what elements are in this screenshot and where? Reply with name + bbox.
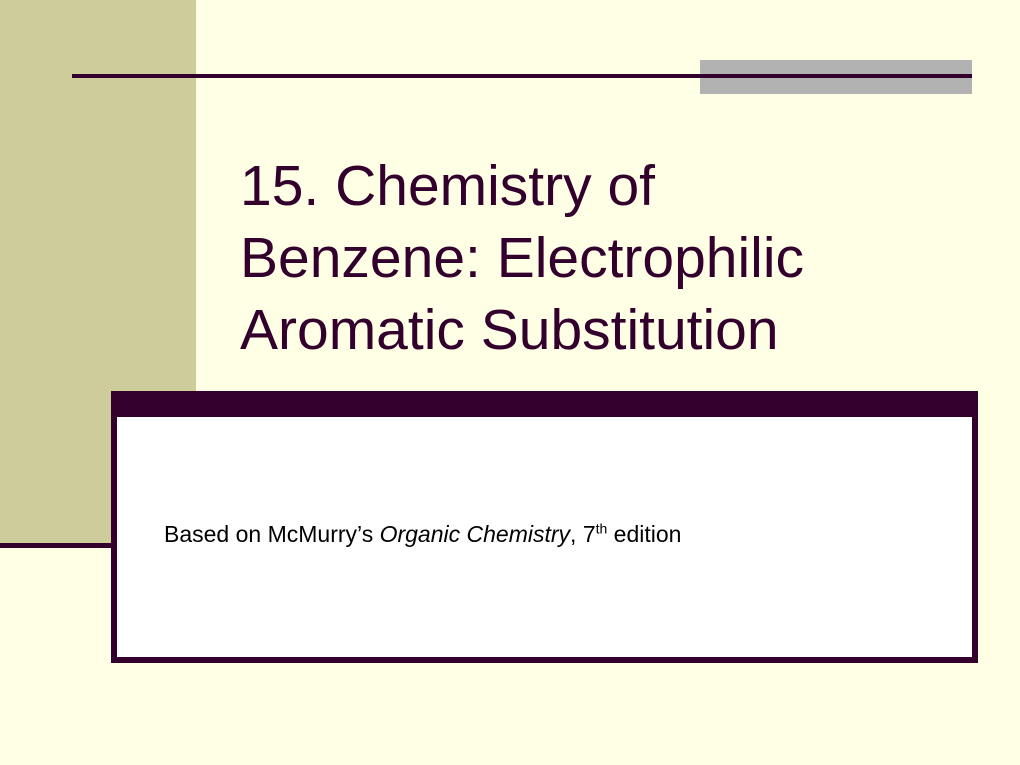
subtitle-book-title: Organic Chemistry [379, 521, 571, 547]
subtitle-comma: , [570, 521, 583, 547]
slide-title [240, 150, 960, 366]
subtitle-edition-suffix: th [595, 520, 608, 537]
subtitle-prefix: Based on McMurry’s [164, 521, 380, 547]
title-line-2: Benzene: Electrophilic [240, 226, 804, 290]
left-horizontal-rule [0, 543, 115, 548]
subtitle-edition-number: 7 [582, 521, 596, 547]
slide-subtitle [164, 519, 681, 549]
subtitle-edition-word: edition [607, 521, 682, 547]
top-rule-segment [700, 74, 972, 78]
title-line-1: 15. Chemistry of [240, 154, 655, 218]
title-line-3: Aromatic Substitution [240, 298, 779, 362]
